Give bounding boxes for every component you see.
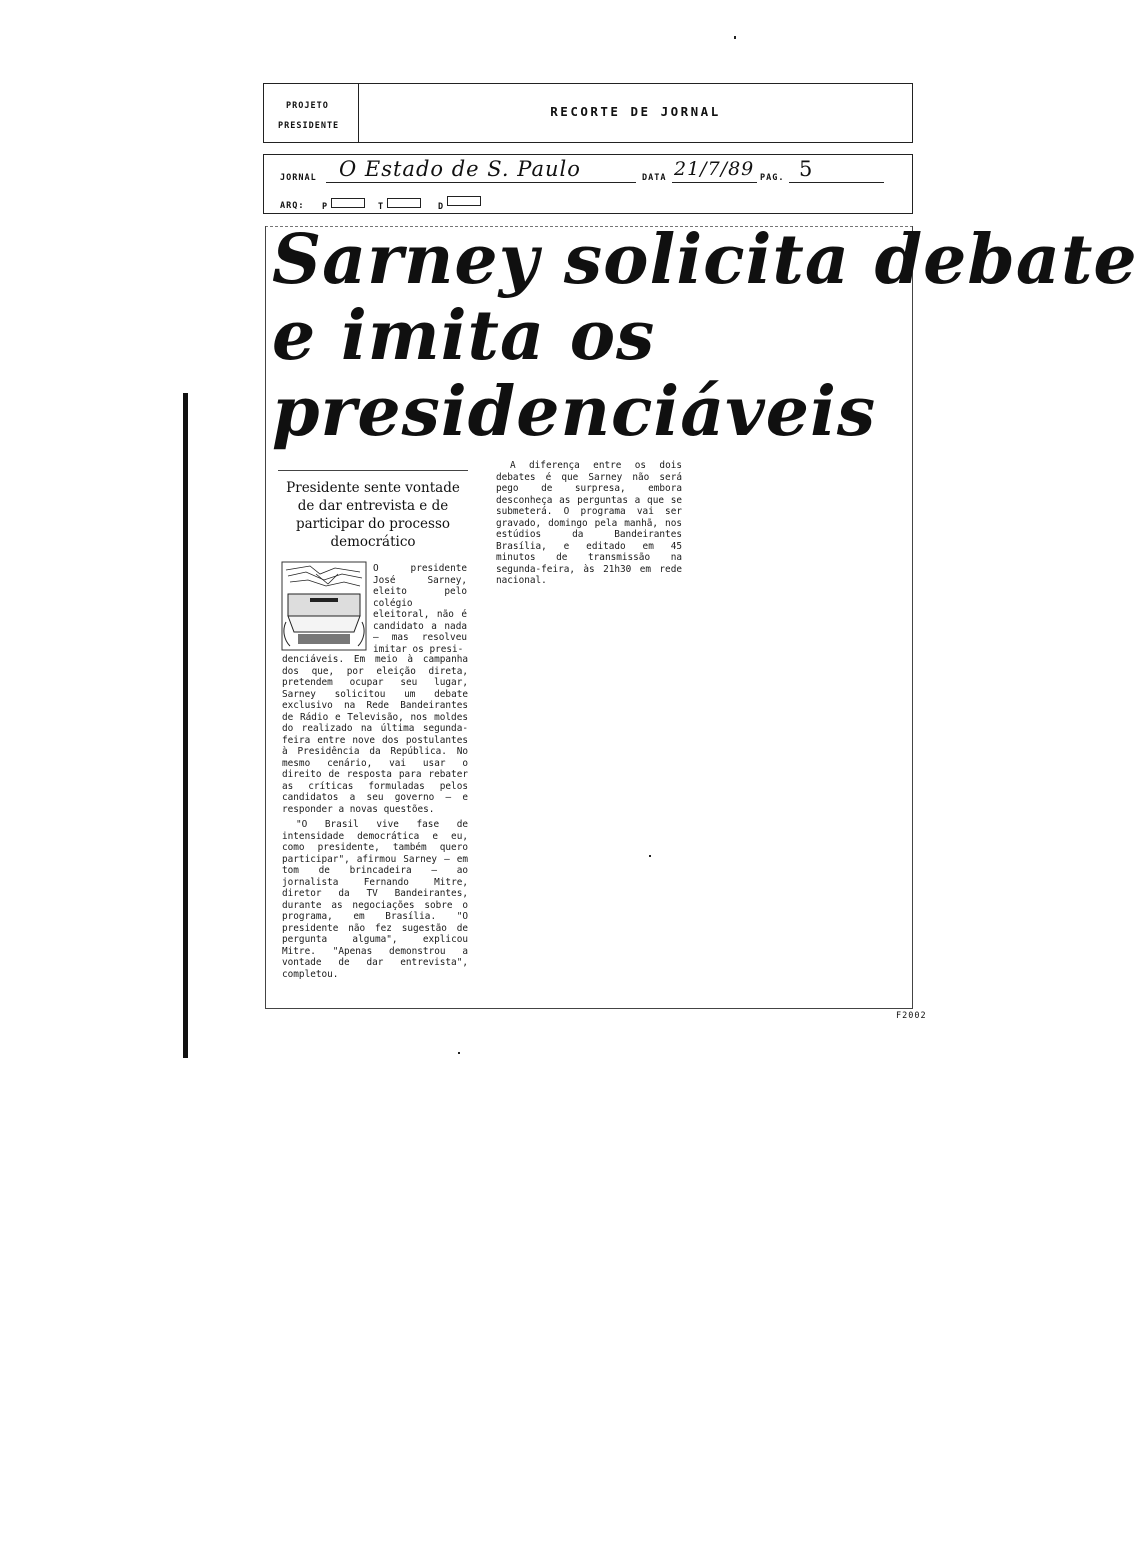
arq-label: ARQ: <box>280 201 305 211</box>
t-box <box>387 198 421 208</box>
archive-code: F2002 <box>896 1011 927 1021</box>
data-label: DATA <box>642 173 667 183</box>
project-label-cell <box>264 84 359 142</box>
subheadline: Presidente sente vontade de dar entrevista e de participar do processo democrático <box>286 480 460 550</box>
d-label: D <box>438 202 445 212</box>
data-line <box>672 182 757 183</box>
p-box <box>331 198 365 208</box>
jornal-label: JORNAL <box>280 173 317 183</box>
jornal-line <box>326 182 636 183</box>
scan-speck <box>734 36 736 39</box>
paragraph-1-rest: denciáveis. Em meio à campanha dos que, por eleição direta, pretendem ocupar seu lugar, Sarney solicitou um debate exclusivo na Rede Bandeirantes de Rádio e Televisão, nos moldes do realizado na última segunda-feira entre nove dos postulantes à Presidência da República. No mesmo cenário, vai usar o direito de resposta para rebater as críticas formuladas pelos candidatos a seu governo — e responder a novas questões. <box>282 654 468 815</box>
t-label: T <box>378 202 385 212</box>
paragraph-2: "O Brasil vive fase de intensidade democrática e eu, como presidente, também quero participar", afirmou Sarney — em tom de brincadeira — ao jornalista Fernando Mitre, diretor da TV Bandeirantes, durante as negociações sobre o programa, em Brasília. "O presidente não fez sugestão de pergunta alguma", explicou Mitre. "Apenas demonstrou a vontade de dar entrevista", completou. <box>282 819 468 980</box>
form-title: RECORTE DE JORNAL <box>550 104 721 119</box>
article-column-wrap <box>373 563 467 659</box>
paragraph-3: A diferença entre os dois debates é que Sarney não será pego de surpresa, embora desconheça as perguntas a que se submeterá. O programa vai ser gravado, domingo pela manhã, nos estúdios da Bandeirantes Brasília, e editado em 45 minutos de transmissão na segunda-feira, às 21h30 em rede nacional. <box>496 460 682 586</box>
header-form <box>263 83 913 143</box>
headline-line-3: presidenciáveis <box>272 372 877 452</box>
project-label-line2: PRESIDENTE <box>278 121 340 131</box>
ballot-box-illustration <box>280 560 368 652</box>
jornal-value: O Estado de S. Paulo <box>339 157 581 181</box>
headline-line-2: e imita os <box>272 296 656 376</box>
headline-line-1: Sarney solicita debate <box>272 220 1138 300</box>
article-column-right <box>496 460 682 591</box>
headline <box>272 220 1138 452</box>
scan-edge-bar <box>183 393 188 1058</box>
subhead-rule <box>278 470 468 471</box>
project-label-line1: PROJETO <box>286 101 329 111</box>
scan-speck <box>649 855 651 857</box>
data-value: 21/7/89 <box>674 158 755 180</box>
paragraph-1-start: O presidente José Sarney, eleito pelo colégio eleitoral, não é candidato a nada — mas resolveu imitar os presi- <box>373 563 467 655</box>
pag-line <box>789 182 884 183</box>
article-column-left <box>282 654 468 984</box>
pag-value: 5 <box>799 157 814 181</box>
pag-label: PAG. <box>760 173 785 183</box>
d-box <box>447 196 481 206</box>
scan-speck <box>458 1052 460 1054</box>
meta-form <box>263 154 913 214</box>
p-label: P <box>322 202 329 212</box>
